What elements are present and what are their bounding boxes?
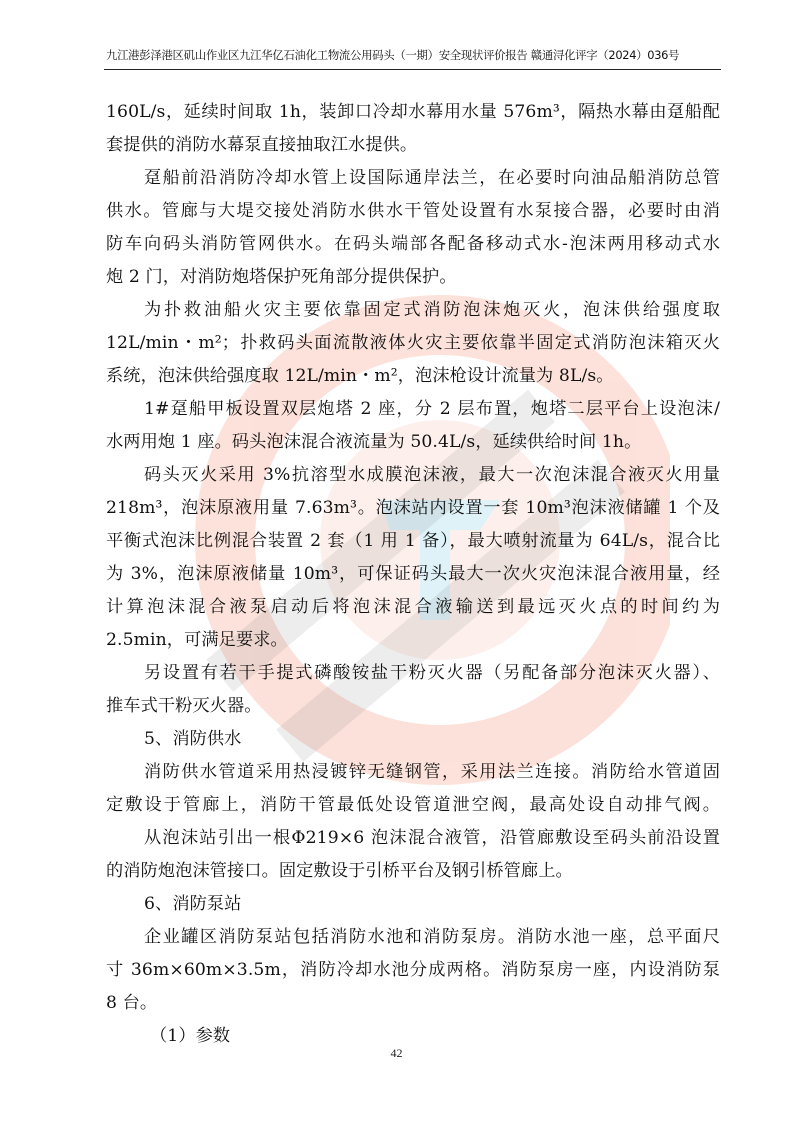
text-line: 推车式干粉灭火器。 [106, 696, 262, 716]
text-line: 企业罐区消防泵站包括消防水池和消防泵房。消防水池一座，总平面尺 [144, 927, 720, 947]
header-divider [104, 69, 721, 70]
text-line: 水两用炮 1 座。码头泡沫混合液流量为 50.4L/s，延续供给时间 1h。 [106, 432, 642, 452]
text-line: 2.5min，可满足要求。 [106, 630, 288, 650]
text-line: 消防供水管道采用热浸镀锌无缝钢管，采用法兰连接。消防给水管道固 [144, 762, 720, 782]
text-line: 趸船前沿消防冷却水管上设国际通岸法兰，在必要时向油品船消防总管 [144, 168, 720, 188]
text-line: 寸 36m×60m×3.5m，消防冷却水池分成两格。消防泵房一座，内设消防泵 [106, 960, 720, 980]
text-line: 为 3%，泡沫原液储量 10m³，可保证码头最大一次火灾泡沫混合液用量，经 [106, 564, 720, 584]
section-heading: 6、消防泵站 [144, 894, 242, 914]
text-line: 为扑救油船火灾主要依靠固定式消防泡沫炮灭火，泡沫供给强度取 [144, 300, 720, 320]
text-line: 定敷设于管廊上，消防干管最低处设管道泄空阀，最高处设自动排气阀。 [106, 795, 720, 815]
text-line: 从泡沫站引出一根Φ219×6 泡沫混合液管，沿管廊敷设至码头前沿设置 [144, 828, 720, 848]
subsection-heading: （1）参数 [150, 1026, 231, 1046]
text-line: 码头灭火采用 3%抗溶型水成膜泡沫液，最大一次泡沫混合液灭火用量 [144, 465, 720, 485]
text-line: 系统，泡沫供给强度取 12L/min・m²，泡沫枪设计流量为 8L/s。 [106, 366, 614, 386]
page-number: 42 [390, 1046, 403, 1060]
text-line: 1#趸船甲板设置双层炮塔 2 座，分 2 层布置，炮塔二层平台上设泡沫/ [144, 399, 720, 419]
text-line: 12L/min・m²；扑救码头面流散液体火灾主要依靠半固定式消防泡沫箱灭火 [106, 333, 720, 353]
text-line: 平衡式泡沫比例混合装置 2 套（1 用 1 备），最大喷射流量为 64L/s，混合比 [106, 531, 720, 551]
text-line: 218m³，泡沫原液用量 7.63m³。泡沫站内设置一套 10m³泡沫液储罐 1 个及 [106, 498, 720, 518]
text-line: 另设置有若干手提式磷酸铵盐干粉灭火器（另配备部分泡沫灭火器）、 [144, 663, 720, 683]
document-header: 九江港彭泽港区矶山作业区九江华亿石油化工物流公用码头（一期）安全现状评价报告 赣通浔化评字（2024）036号 [106, 48, 680, 62]
text-line: 计算泡沫混合液泵启动后将泡沫混合液输送到最远灭火点的时间约为 [106, 597, 720, 617]
text-line: 防车向码头消防管网供水。在码头端部各配备移动式水-泡沫两用移动式水 [106, 234, 720, 254]
text-line: 8 台。 [106, 993, 158, 1013]
text-line: 套提供的消防水幕泵直接抽取江水提供。 [106, 135, 418, 155]
text-line: 供水。管廊与大堤交接处消防水供水干管处设置有水泵接合器，必要时由消 [106, 201, 720, 221]
section-heading: 5、消防供水 [144, 729, 242, 749]
text-line: 炮 2 门，对消防炮塔保护死角部分提供保护。 [106, 267, 457, 287]
text-line: 160L/s，延续时间取 1h，装卸口冷却水幕用水量 576m³，隔热水幕由趸船配 [106, 102, 720, 122]
text-line: 的消防炮泡沫管接口。固定敷设于引桥平台及钢引桥管廊上。 [106, 861, 573, 881]
